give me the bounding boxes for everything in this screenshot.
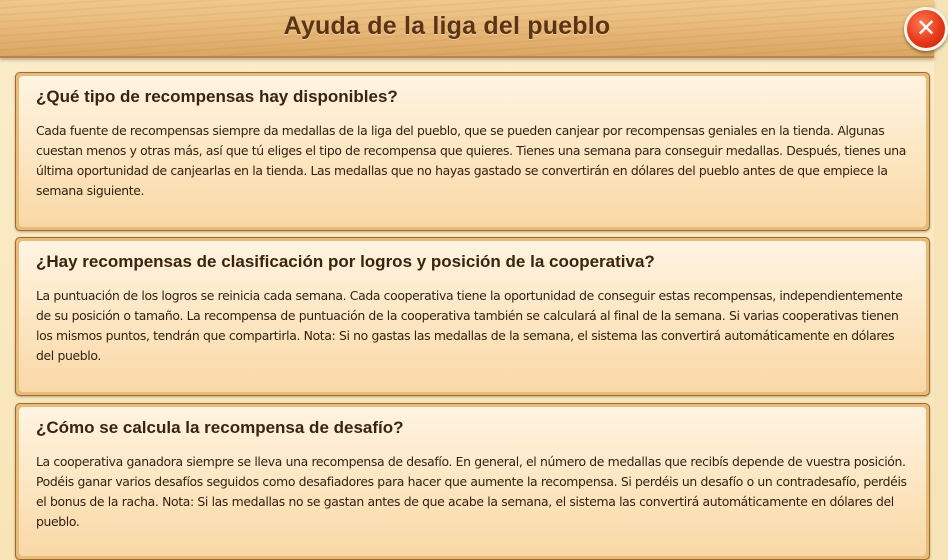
section-text: La cooperativa ganadora siempre se lleva una recompensa de desafío. En general, el número de medallas que recibís depende de vuestra posición. Podéis ganar varios desafíos seguidos como desafiadores para hacer que aumente la recompensa. Si perdéis un desafío o un contradesafío, perdéis el bonus de la racha. Nota: Si las medallas no se gastan antes de que acabe la semana, el sistema las convertirá automáticamente en dólares del pueblo. [36,454,907,529]
section-text: Cada fuente de recompensas siempre da medallas de la liga del pueblo, que se pueden canjear por recompensas geniales en la tienda. Algunas cuestan menos y otras más, así que tú eliges el tipo de recompensa que quieres. Tienes una semana para conseguir medallas. Después, tienes una última oportunidad de canjearlas en la tienda. Las medallas que no hayas gastado se convertirán en dólares del pueblo antes de que empiece la semana siguiente. [36,123,906,198]
help-section-challenge [15,403,930,560]
help-section-body [19,407,926,556]
dialog-title: Ayuda de la liga del pueblo [283,12,611,40]
close-icon: ✕ [915,14,937,42]
help-content[interactable] [0,58,934,560]
section-title: ¿Cómo se calcula la recompensa de desafío? [36,418,404,437]
help-section-body [19,76,926,227]
dialog-header [0,0,937,58]
section-text: La puntuación de los logros se reinicia cada semana. Cada cooperativa tiene la oportunidad de conseguir estas recompensas, independientemente de su posición o tamaño. La recompensa de puntuación de la cooperativa también se calculará al final de la semana. Si varias cooperativas tienen los mismos puntos, tendrán que compartirla. Nota: Si no gastas las medallas de la semana, el sistema las convertirá automáticamente en dólares del pueblo. [36,288,903,363]
help-section-leaderboard [15,237,930,396]
section-title: ¿Hay recompensas de clasificación por logros y posición de la cooperativa? [36,252,655,271]
section-title: ¿Qué tipo de recompensas hay disponibles? [36,87,398,106]
help-section-rewards [15,72,930,231]
help-section-body [19,241,926,392]
close-button[interactable] [904,7,948,51]
